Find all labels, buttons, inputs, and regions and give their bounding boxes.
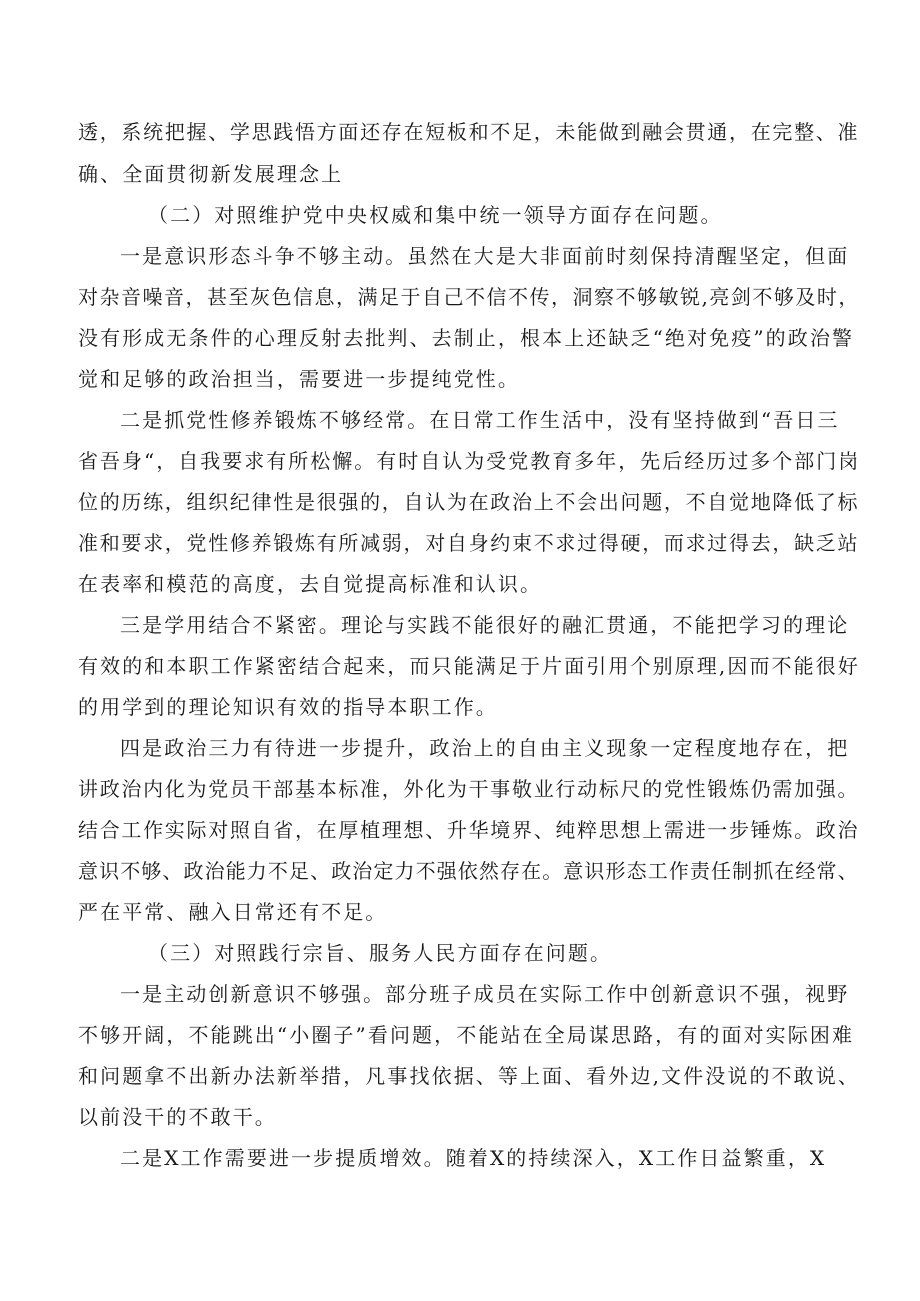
paragraph-line: 没有形成无条件的心理反射去批判、去制止，根本上还缺乏“绝对免疫”的政治警 — [78, 326, 855, 350]
paragraph-line: 位的历练，组织纪律性是很强的，自认为在政治上不会出问题，不自觉地降低了标 — [78, 490, 860, 514]
section-heading-2: （二）对照维护党中央权威和集中统一领导方面存在问题。 — [148, 203, 723, 227]
paragraph-line: 意识不够、政治能力不足、政治定力不强依然存在。意识形态工作责任制抓在经常、 — [78, 859, 859, 883]
paragraph-line: 讲政治内化为党员干部基本标准，外化为干事敬业行动标尺的党性锻炼仍需加强。 — [78, 777, 860, 801]
paragraph-line: 透，系统把握、学思践悟方面还存在短板和不足，未能做到融会贯通，在完整、准 — [78, 120, 860, 144]
paragraph-line: 二是抓党性修养锻炼不够经常。在日常工作生活中，没有坚持做到“吾日三 — [120, 408, 840, 432]
paragraph-line: 的用学到的理论知识有效的指导本职工作。 — [78, 695, 498, 719]
paragraph-line: 三是学用结合不紧密。理论与实践不能很好的融汇贯通，不能把学习的理论 — [120, 613, 850, 637]
paragraph-line: 一是主动创新意识不够强。部分班子成员在实际工作中创新意识不强，视野 — [120, 982, 850, 1006]
paragraph-line: 二是X工作需要进一步提质增效。随着X的持续深入，X工作日益繁重，X — [120, 1146, 827, 1170]
paragraph-line: 结合工作实际对照自省，在厚植理想、升华境界、纯粹思想上需进一步锤炼。政治 — [78, 818, 860, 842]
paragraph-line: 对杂音噪音，甚至灰色信息，满足于自己不信不传，洞察不够敏锐,亮剑不够及时， — [78, 285, 860, 309]
paragraph-line: 一是意识形态斗争不够主动。虽然在大是大非面前时刻保持清醒坚定，但面 — [120, 244, 850, 268]
paragraph-line: 觉和足够的政治担当，需要进一步提纯党性。 — [78, 367, 520, 391]
paragraph-line: 严在平常、融入日常还有不足。 — [78, 900, 388, 924]
paragraph-line: 四是政治三力有待进一步提升，政治上的自由主义现象一定程度地存在，把 — [120, 736, 850, 760]
paragraph-line: 和问题拿不出新办法新举措，凡事找依据、等上面、看外边,文件没说的不敢说、 — [78, 1064, 860, 1088]
paragraph-line: 在表率和模范的高度，去自觉提高标准和认识。 — [78, 572, 543, 596]
paragraph-line: 不够开阔，不能跳出“小圈子”看问题，不能站在全局谋思路，有的面对实际困难 — [78, 1023, 855, 1047]
paragraph-line: 有效的和本职工作紧密结合起来，而只能满足于片面引用个别原理,因而不能很好 — [78, 654, 860, 678]
paragraph-line: 省吾身“，自我要求有所松懈。有时自认为受党教育多年，先后经历过多个部门岗 — [78, 449, 861, 473]
paragraph-line: 确、全面贯彻新发展理念上 — [78, 162, 344, 186]
section-heading-3: （三）对照践行宗旨、服务人民方面存在问题。 — [148, 941, 613, 965]
paragraph-line: 准和要求，党性修养锻炼有所减弱，对自身约束不求过得硬，而求过得去，缺乏站 — [78, 531, 860, 555]
paragraph-line: 以前没干的不敢干。 — [78, 1105, 277, 1129]
